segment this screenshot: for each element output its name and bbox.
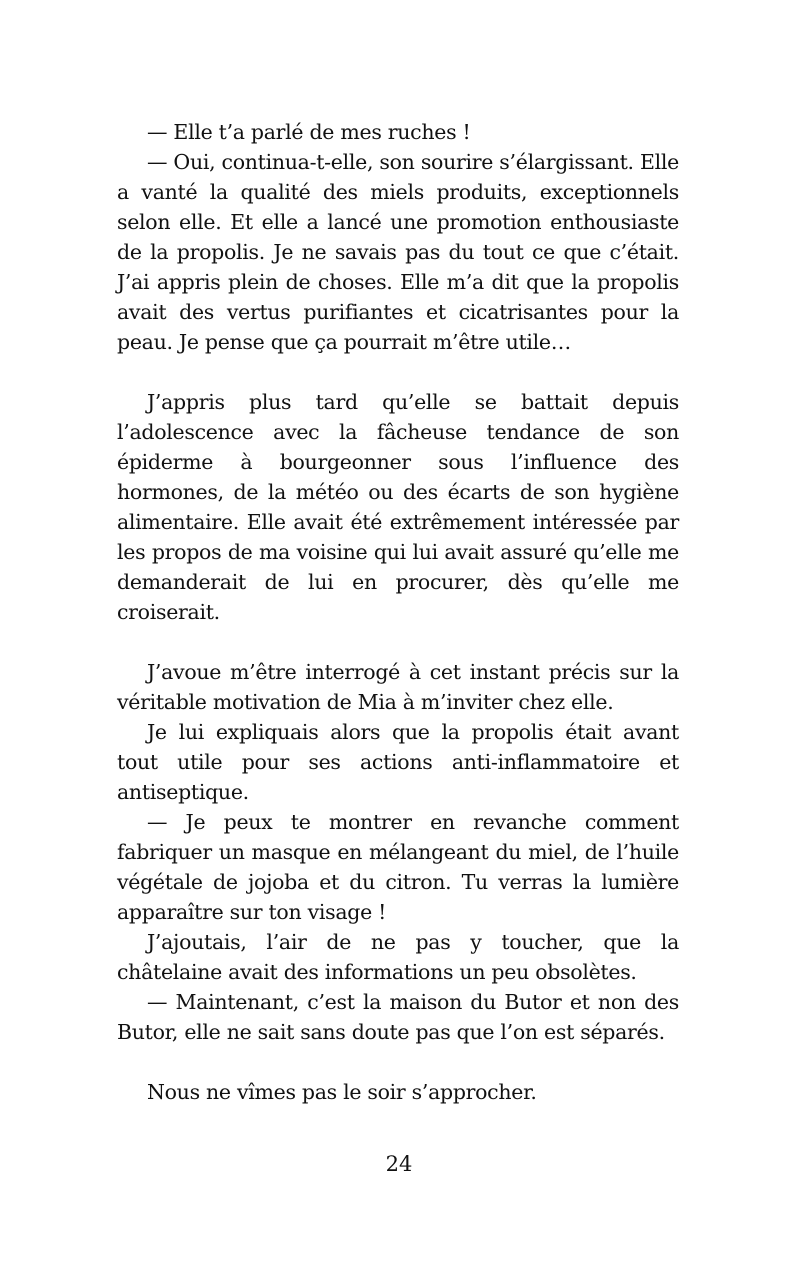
paragraph: Je lui expliquais alors que la propolis était avant tout utile pour ses actions anti-inflammatoire et antiseptique. — [117, 720, 679, 804]
paragraph: Nous ne vîmes pas le soir s’approcher. — [147, 1080, 537, 1104]
paragraph: — Je peux te montrer en revanche comment fabriquer un masque en mélangeant du miel, de l’huile végétale de jojoba et du citron. Tu verras la lumière apparaître sur ton visage ! — [117, 810, 679, 924]
paragraph: J’avoue m’être interrogé à cet instant précis sur la véritable motivation de Mia à m’inviter chez elle. — [117, 660, 679, 714]
paragraph: J’appris plus tard qu’elle se battait depuis l’adolescence avec la fâcheuse tendance de son épiderme à bourgeonner sous l’influence des hormones, de la météo ou des écarts de son hygiène alimentaire. Elle avait été extrêmement intéressée par les propos de ma voisine qui lui avait assuré qu’elle me demanderait de lui en procurer, dès qu’elle me croiserait. — [117, 390, 679, 624]
paragraph: — Oui, continua-t-elle, son sourire s’élargissant. Elle a vanté la qualité des miels produits, exceptionnels selon elle. Et elle a lancé une promotion enthousiaste de la propolis. Je ne savais pas du tout ce que c’était. J’ai appris plein de choses. Elle m’a dit que la propolis avait des vertus purifiantes et cicatrisantes pour la peau. Je pense que ça pourrait m’être utile… — [117, 150, 679, 354]
body-text — [117, 117, 679, 1107]
paragraph: — Maintenant, c’est la maison du Butor et non des Butor, elle ne sait sans doute pas que l’on est séparés. — [117, 990, 679, 1044]
paragraph: J’ajoutais, l’air de ne pas y toucher, que la châtelaine avait des informations un peu obsolètes. — [117, 930, 679, 984]
paragraph: — Elle t’a parlé de mes ruches ! — [147, 120, 471, 144]
page-number: 24 — [385, 1152, 413, 1176]
